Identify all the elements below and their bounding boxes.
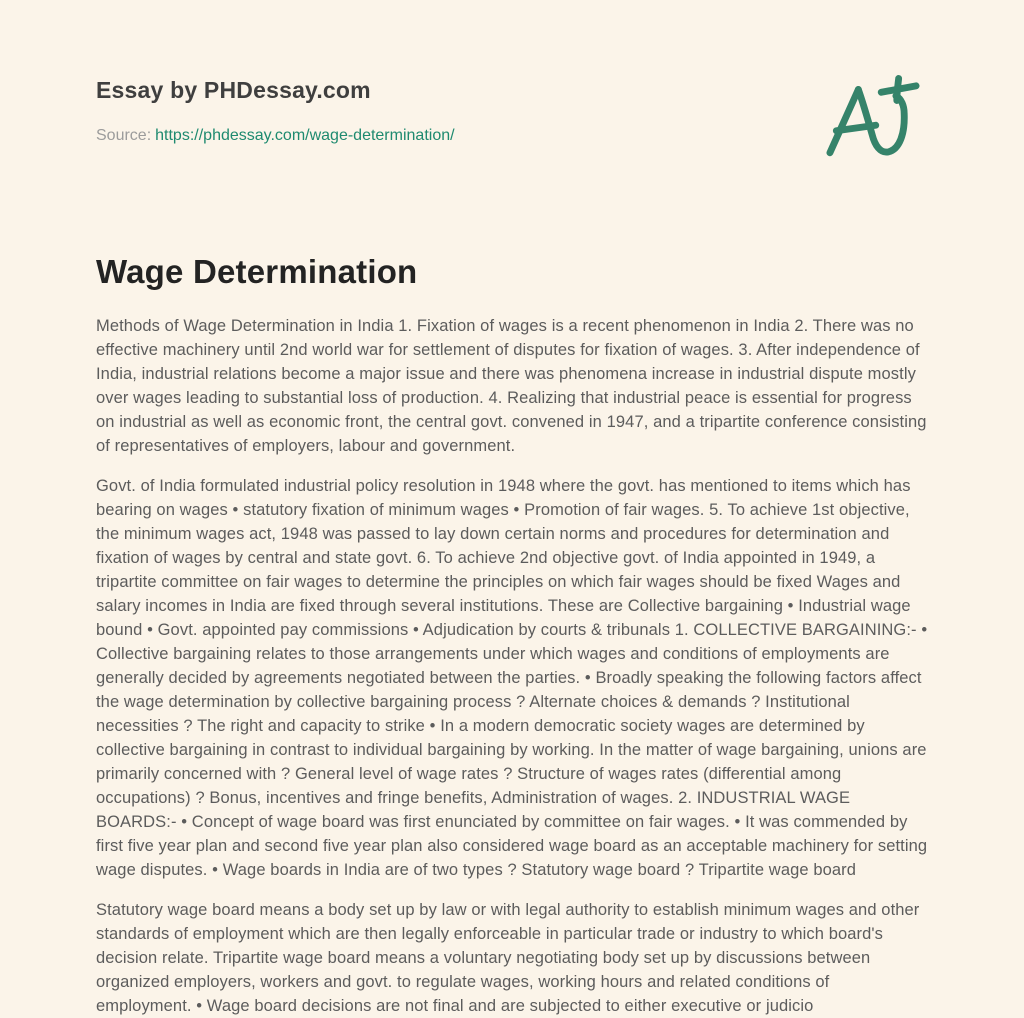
essay-byline: Essay by PHDessay.com bbox=[96, 77, 371, 103]
a-plus-logo-icon bbox=[818, 70, 928, 164]
essay-paragraph-3: Statutory wage board means a body set up by law or with legal authority to establish minimum wages and other standards of employment which are then legally enforceable in particular trade or industry to which board's decision relate. Tripartite wage board means a voluntary negotiating body set up by discussions between organized employers, workers and govt. to regulate wages, working hours and related conditions of employment. • Wage board decisions are not final and are subjected to either executive or judicio bbox=[96, 901, 920, 1015]
essay-body bbox=[96, 314, 928, 1018]
phdessay-logo bbox=[818, 70, 928, 169]
source-link[interactable]: https://phdessay.com/wage-determination/ bbox=[155, 127, 455, 145]
header-text-block bbox=[96, 78, 455, 145]
source-line bbox=[96, 126, 455, 145]
essay-paragraph-1: Methods of Wage Determination in India 1. Fixation of wages is a recent phenomenon in India 2. There was no effective machinery until 2nd world war for settlement of disputes for fixation of wages. 3. After independence of India, industrial relations become a major issue and there was phenomena increase in industrial dispute mostly over wages leading to substantial loss of production. 4. Realizing that industrial peace is essential for progress on industrial as well as economic front, the central govt. convened in 1947, and a tripartite conference consisting of representatives of employers, labour and government. bbox=[96, 317, 927, 455]
essay-title: Wage Determination bbox=[96, 253, 418, 290]
source-label: Source: bbox=[96, 127, 152, 145]
page-header bbox=[96, 78, 928, 169]
essay-paragraph-2: Govt. of India formulated industrial policy resolution in 1948 where the govt. has mentioned to items which has bearing on wages • statutory fixation of minimum wages • Promotion of fair wages. 5. To achieve 1st objective, the minimum wages act, 1948 was passed to lay down certain norms and procedures for determination and fixation of wages by central and state govt. 6. To achieve 2nd objective govt. of India appointed in 1949, a tripartite committee on fair wages to determine the principles on which fair wages should be fixed Wages and salary incomes in India are fixed through several institutions. These are Collective bargaining • Industrial wage bound • Govt. appointed pay commissions • Adjudication by courts & tribunals 1. COLLECTIVE BARGAINING:- • Collective bargaining relates to those arrangements under which wages and conditions of employments are generally decided by agreements negotiated between the parties. • Broadly speaking the following factors affect the wage determination by collective bargaining process ? Alternate choices & demands ? Institutional necessities ? The right and capacity to strike • In a modern democratic society wages are determined by collective bargaining in contrast to individual bargaining by working. In the matter of wage bargaining, unions are primarily concerned with ? General level of wage rates ? Structure of wages rates (differential among occupations) ? Bonus, incentives and fringe benefits, Administration of wages. 2. INDUSTRIAL WAGE BOARDS:- • Concept of wage board was first enunciated by committee on fair wages. • It was commended by first five year plan and second five year plan also considered wage board as an acceptable machinery for setting wage disputes. • Wage boards in India are of two types ? Statutory wage board ? Tripartite wage board bbox=[96, 477, 928, 879]
